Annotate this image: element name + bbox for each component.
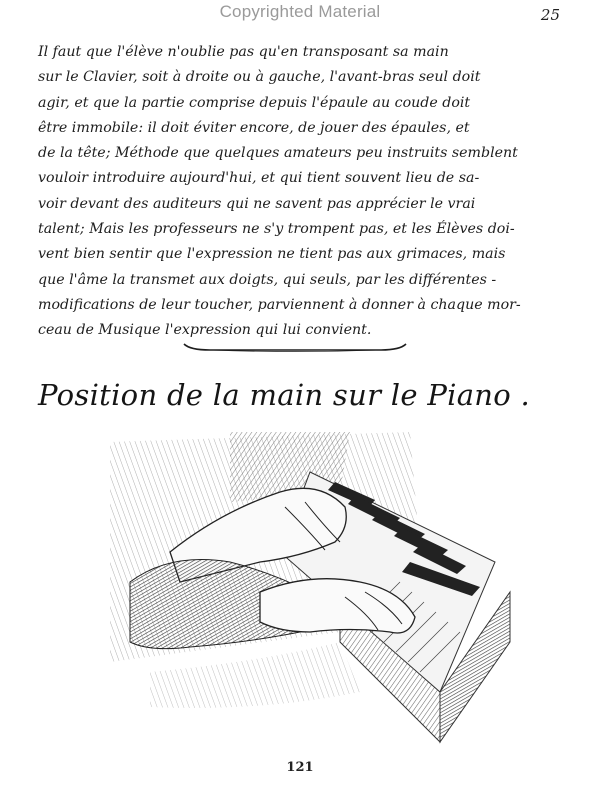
body-line: modifications de leur toucher, parviennent à donner à chaque mor- — [38, 296, 521, 313]
body-line: que l'âme la transmet aux doigts, qui seuls, par les différentes - — [38, 271, 497, 288]
ornamental-divider — [180, 338, 410, 356]
body-paragraph — [38, 40, 568, 344]
body-line: voir devant des auditeurs qui ne savent pas apprécier le vrai — [38, 195, 476, 212]
body-line: vent bien sentir que l'expression ne tient pas aux grimaces, mais — [38, 246, 506, 263]
body-line: ceau de Musique l'expression qui lui convient. — [38, 322, 372, 339]
body-line: sur le Clavier, soit à droite ou à gauche, l'avant-bras seul doit — [38, 69, 481, 86]
body-line: être immobile: il doit éviter encore, de jouer des épaules, et — [38, 119, 470, 136]
watermark-text: Copyrighted Material — [219, 2, 381, 21]
piano-hand-engraving — [110, 432, 530, 752]
page-number: 25 — [540, 6, 560, 24]
body-line: Il faut que l'élève n'oublie pas qu'en transposant sa main — [38, 44, 449, 60]
section-heading: Position de la main sur le Piano . — [38, 378, 531, 412]
body-line: agir, et que la partie comprise depuis l'épaule au coude doit — [38, 94, 471, 111]
body-line: vouloir introduire aujourd'hui, et qui tient souvent lieu de sa- — [38, 170, 480, 187]
body-line: de la tête; Méthode que quelques amateurs peu instruits semblent — [38, 145, 518, 162]
body-line: talent; Mais les professeurs ne s'y trompent pas, et les Élèves doi- — [38, 221, 515, 238]
folio-number: 121 — [286, 760, 314, 775]
